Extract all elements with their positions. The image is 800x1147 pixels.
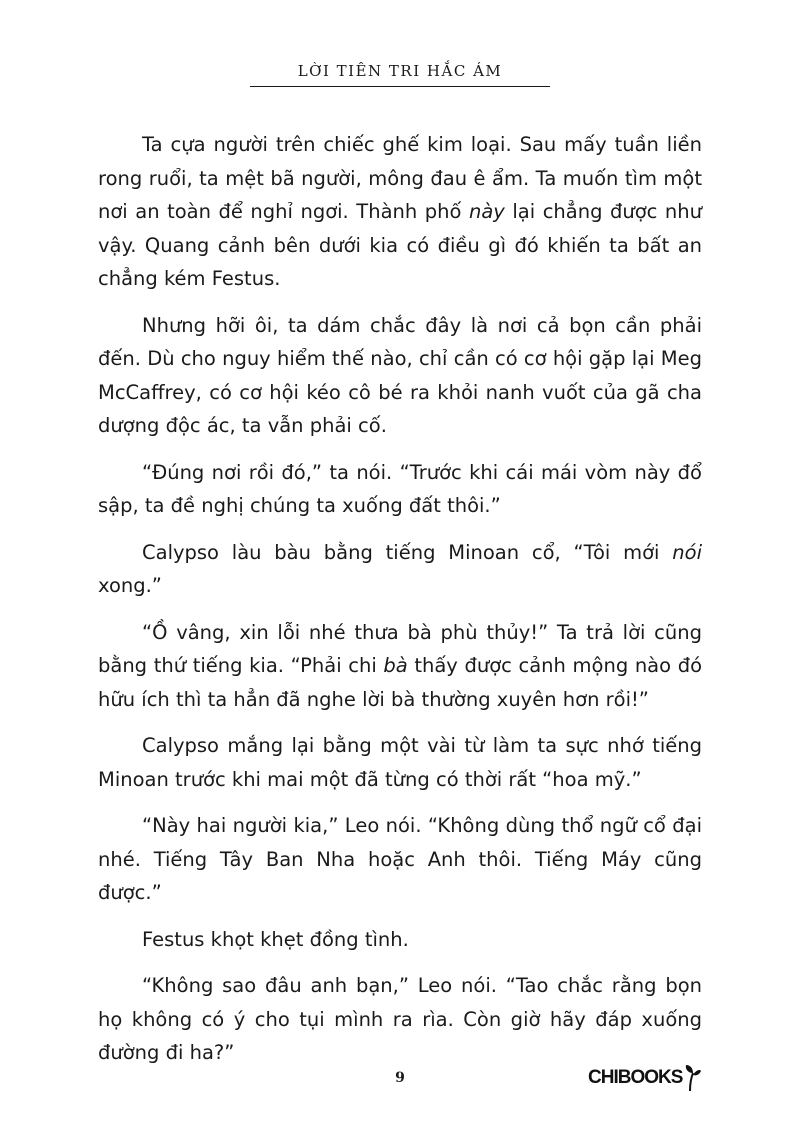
publisher-logo-text: CHIBOOKS: [588, 1067, 683, 1088]
paragraph: Ta cựa người trên chiếc ghế kim loại. Sau mấy tuần liền rong ruổi, ta mệt bã người, mông đau ê ẩm. Ta muốn tìm một nơi an toàn để nghỉ ngơi. Thành phố này lại chẳng được như vậy. Quang cảnh bên dưới kia có điều gì đó khiến ta bất an chẳng kém Festus.: [98, 133, 703, 290]
paragraph: “Này hai người kia,” Leo nói. “Không dùng thổ ngữ cổ đại nhé. Tiếng Tây Ban Nha hoặc Anh thôi. Tiếng Máy cũng được.”: [98, 814, 702, 904]
paragraph: Calypso làu bàu bằng tiếng Minoan cổ, “Tôi mới nói xong.”: [98, 540, 702, 597]
paragraph: Nhưng hỡi ôi, ta dám chắc đây là nơi cả bọn cần phải đến. Dù cho nguy hiểm thế nào, chỉ cần có cơ hội gặp lại Meg McCaffrey, có cơ hội kéo cô bé ra khỏi nanh vuốt của gã cha dượng độc ác, ta vẫn phải cố.: [98, 313, 702, 437]
paragraph: Festus khọt khẹt đồng tình.: [142, 927, 409, 951]
paragraph: “Đúng nơi rồi đó,” ta nói. “Trước khi cái mái vòm này đổ sập, ta đề nghị chúng ta xuống đất thôi.”: [98, 460, 702, 517]
paragraph: “Ồ vâng, xin lỗi nhé thưa bà phù thủy!” Ta trả lời cũng bằng thứ tiếng kia. “Phải chi bà thấy được cảnh mộng nào đó hữu ích thì ta hẳn đã nghe lời bà thường xuyên hơn rồi!”: [98, 620, 703, 711]
leaf-sprout-icon: [684, 1064, 702, 1092]
page-number: 9: [395, 1070, 405, 1086]
header-divider: [250, 86, 550, 87]
paragraph: Calypso mắng lại bằng một vài từ làm ta sực nhớ tiếng Minoan trước khi mai một đã từng có thời rất “hoa mỹ.”: [98, 734, 702, 791]
paragraph: “Không sao đâu anh bạn,” Leo nói. “Tao chắc rằng bọn họ không có ý cho tụi mình ra rìa. Còn giờ hãy đáp xuống đường đi ha?”: [98, 974, 702, 1064]
publisher-logo: [588, 1060, 708, 1096]
running-header: LỜI TIÊN TRI HẮC ÁM: [297, 62, 503, 80]
body-text: [98, 128, 702, 1083]
